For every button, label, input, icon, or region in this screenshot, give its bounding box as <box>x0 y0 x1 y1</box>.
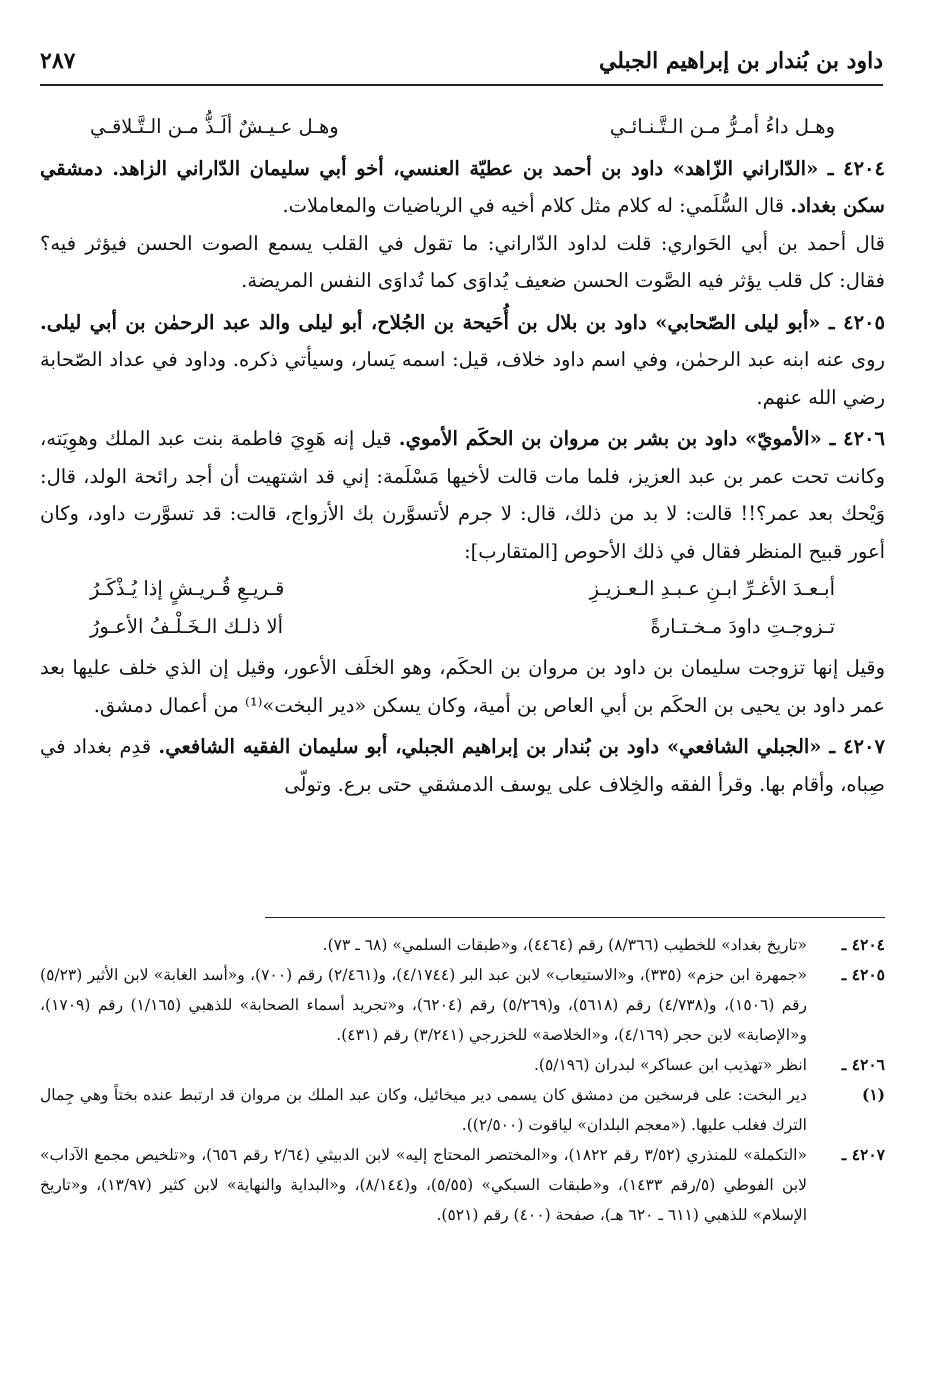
footnote-text: انظر «تهذيب ابن عساكر» لبدران (٥/١٩٦). <box>533 1056 807 1074</box>
running-header <box>40 40 883 86</box>
verse-line <box>40 570 885 608</box>
hemistich-left: وهـل عـيـشٌ ألَـذُّ مـن الـتَّـلاقـي <box>90 115 339 138</box>
hemistich-right: أبـعـدَ الأغـرِّ ابـنِ عـبـدِ الـعـزيـزِ <box>589 577 835 600</box>
footnote-label: ٤٢٠٧ ـ <box>841 1145 885 1164</box>
footnote <box>40 1050 885 1080</box>
footnote-label: ٤٢٠٦ ـ <box>841 1055 885 1074</box>
paragraph: قال أحمد بن أبي الحَواري: قلت لداود الدّاراني: ما تقول في القلب يسمع الصوت الحسن فيؤثر فيه؟ فقال: كل قلب يؤثر فيه الصَّوت الحسن ضعيف يُداوَى كما تُداوَى النفس المريضة. <box>40 231 885 292</box>
header-title: داود بن بُندار بن إبراهيم الجبلي <box>598 48 883 74</box>
entry-4207 <box>40 728 885 803</box>
entry-heading: ٤٢٠٦ ـ «الأمويّ» داود بن بشر بن مروان بن الحكَم الأموي. <box>398 427 886 450</box>
paragraph: وقيل إنها تزوجت سليمان بن داود بن مروان بن الحكَم، وهو الخلَف الأعور، وقيل إن الذي خلف عليها بعد عمر داود بن يحيى بن الحكَم بن أبي العاص بن أمية، وكان يسكن «دير البخت»⁽¹⁾ من أعمال دمشق. <box>40 656 885 717</box>
footnote <box>40 930 885 960</box>
entry-text: روى عنه ابنه عبد الرحمٰن، وفي اسم داود خلاف، قيل: اسمه يَسار، وسيأتي ذكره. وداود في عداد الصّحابة رضي الله عنهم. <box>40 348 885 409</box>
hemistich-left: قـريـعِ قُـريـشٍ إذا يُـذْكَـرُ <box>90 577 285 600</box>
hemistich-right: وهـل داءُ أمـرُّ مـن الـتَّـنـائـي <box>609 115 835 138</box>
hemistich-right: تـزوجـتِ داودَ مـخـتـارةً <box>650 614 835 638</box>
verse-line <box>40 108 885 146</box>
footnote-text: دير البخت: على فرسخين من دمشق كان يسمى دير ميخائيل، وكان عبد الملك بن مروان قد ارتبط عنده بختاً وهي جِمال الترك فغلب عليها. («معجم البلدان» لياقوت (٢/٥٠٠)). <box>40 1086 807 1134</box>
footnotes <box>40 930 885 1230</box>
entry-heading: ٤٢٠٤ ـ «الدّاراني الزّاهد» داود بن أحمد بن عطيّة العنسي، أخو أبي سليمان الدّاراني الزاهد. دمشقي سكن بغداد. <box>40 156 885 217</box>
verse-line <box>40 608 885 646</box>
footnote <box>40 1140 885 1230</box>
main-text <box>40 108 885 803</box>
footnote <box>40 1080 885 1140</box>
footnote-text: «تاريخ بغداد» للخطيب (٨/٣٦٦) رقم (٤٤٦٤)، و«طبقات السلمي» (٦٨ ـ ٧٣). <box>322 936 807 954</box>
entry-text: قدِم بغداد في صِباه، وأقام بها. وقرأ الفقه والخِلاف على يوسف الدمشقي حتى برع. وتولّى <box>40 735 885 796</box>
entry-text: قال السُّلَمي: له كلام مثل كلام أخيه في الرياضيات والمعاملات. <box>282 194 791 217</box>
entry-heading: ٤٢٠٥ ـ «أبو ليلى الصّحابي» داود بن بلال بن أُحَيحة بن الجُلاح، أبو ليلى والد عبد الرحمٰن بن أبي ليلى. <box>40 310 885 334</box>
footnote-label: ٤٢٠٥ ـ <box>841 965 885 984</box>
entry-4206 <box>40 420 885 570</box>
hemistich-left: ألا ذلـك الـخَـلْـفُ الأعـورُ <box>90 614 284 638</box>
footnote <box>40 960 885 1050</box>
footnote-divider <box>265 917 885 918</box>
entry-4204 <box>40 150 885 225</box>
footnote-text: «التكملة» للمنذري (٣/٥٢ رقم ١٨٢٢)، و«المختصر المحتاج إليه» لابن الدبيثي (٢/٦٤ رقم ٦٥٦)، و«تلخيص مجمع الآداب» لابن الفوطي (٥/رقم ١٤٣٣)، و«طبقات السبكي» (٥/٥٥)، و(٨/١٤٤)، و«البداية والنهاية» لابن كثير (١٣/٩٧)، و«تاريخ الإسلام» للذهبي (٦١١ ـ ٦٢٠ هـ)، صفحة (٤٠٠) رقم (٥٢١). <box>40 1146 807 1224</box>
footnote-label: ٤٢٠٤ ـ <box>841 935 885 954</box>
entry-heading: ٤٢٠٧ ـ «الجبلي الشافعي» داود بن بُندار بن إبراهيم الجبلي، أبو سليمان الفقيه الشافعي. <box>158 735 885 758</box>
entry-4205 <box>40 304 885 417</box>
entry-text: قيل إنه هَوِيَ فاطمة بنت عبد الملك وهوِيَته، وكانت تحت عمر بن عبد العزيز، فلما مات قالت لأخيها مَسْلَمة: إني قد اشتهيت أن أجد رائحة الولد، قال: وَيْحك بعد عمر؟!! قالت: لا بد من ذلك، قال: لا جرم لأتسوَّرن بك الأزواج، قالت: قد تسوَّرت داود، وكان أعور قبيح المنظر فقال في ذلك الأحوص [المتقارب]: <box>40 427 885 563</box>
footnote-label: (١) <box>861 1085 885 1104</box>
footnote-text: «جمهرة ابن حزم» (٣٣٥)، و«الاستيعاب» لابن عبد البر (٤/١٧٤٤)، و(٢/٤٦١) رقم (٧٠٠)، و«أسد الغابة» لابن الأثير (٥/٢٣) رقم (١٥٠٦)، و(٤/٧٣٨) رقم (٥٦١٨)، و(٥/٢٦٩) رقم (٦٢٠٤)، و«تجريد أسماء الصحابة» للذهبي (١/١٦٥) رقم (١٧٠٩)، و«الإصابة» لابن حجر (٤/١٦٩)، و«الخلاصة» للخزرجي (٣/٢٤١) رقم (٤٣١). <box>40 966 807 1044</box>
page-number: ٢٨٧ <box>40 48 76 74</box>
